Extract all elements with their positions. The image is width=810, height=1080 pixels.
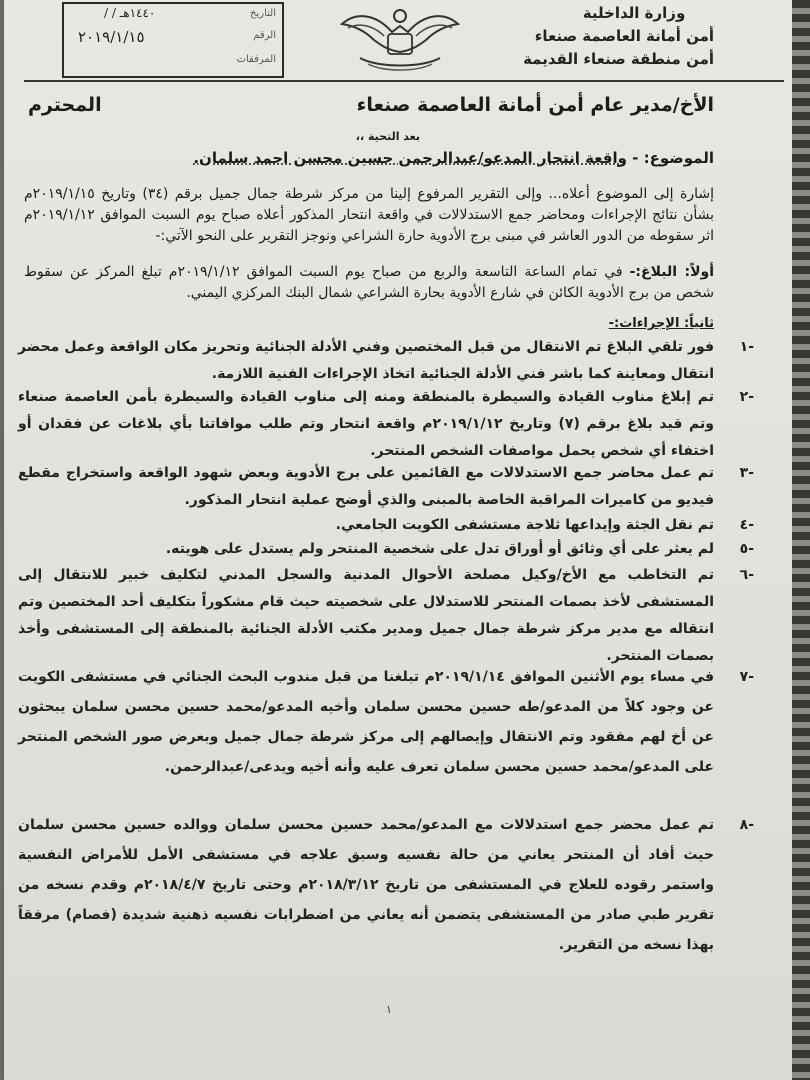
hijri-date: / / ١٤٤٠هـ (104, 6, 156, 20)
item-number: -٧ (739, 669, 754, 685)
subject-text: واقعة انتحار المدعو/عبدالرحمن حسين محسن احمد سلمان. (193, 149, 627, 167)
background-edge (792, 0, 810, 1080)
gregorian-date: ٢٠١٩/١/١٥ (78, 28, 145, 46)
procedure-item (18, 512, 754, 539)
subject-label: الموضوع: - (632, 149, 714, 167)
report-paragraph (24, 262, 714, 304)
number-label: الرقم (253, 30, 276, 41)
item-text: تم التخاطب مع الأخ/وكيل مصلحة الأحوال المدنية والسجل المدني لتكليف خبير للانتقال إلى المستشفى لأخذ بصمات المنتحر للاستدلال على شخصيته حيث قام مشكوراً بتكليف أحد المختصين وتم انتقاله مع مدير مركز شرطة جمال جميل ومدير مكتب الأدلة الجنائية بالمنطقة إلى المستشفى وأخذ بصمات المنتحر. (18, 567, 714, 664)
document-sheet (4, 0, 792, 1080)
salutation: بعد التحية ،، (355, 130, 420, 143)
letterhead (523, 2, 714, 71)
subject-line (193, 149, 714, 167)
ministry-name: وزارة الداخلية (582, 4, 686, 22)
item-text: فور تلقي البلاغ تم الانتقال من قبل المختصين وفني الأدلة الجنائية وتحريز مكان الواقعة وعمل محضر انتقال ومعاينة كما باشر فني الأدلة الجنائية اتخاذ الإجراءات الفنية اللازمة. (18, 339, 714, 382)
item-number: -٥ (739, 541, 754, 557)
intro-paragraph: إشارة إلى الموضوع أعلاه... وإلى التقرير المرفوع إلينا من مركز شرطة جمال جميل برقم (٣٤) وتاريخ ٢٠١٩/١/١٥م بشأن نتائج الإجراءات ومحاضر جمع الاستدلالات في واقعة انتحار المذكور أعلاه صباح يوم السبت الموافق ٢٠١٩/١/١٢م اثر سقوطه من الدور العاشر في مبنى برج الأدوية حارة الشراعي ونوجز التقرير على النحو الآتي:- (24, 186, 714, 244)
item-number: -٢ (739, 389, 754, 405)
addressee-line (14, 94, 714, 116)
procedure-item (18, 384, 754, 465)
item-text: لم يعثر على أي وثائق أو أوراق تدل على شخصية المنتحر ولم يستدل على هويته. (165, 541, 714, 557)
procedure-item (18, 662, 754, 782)
date-label: التاريخ (250, 8, 276, 19)
item-number: -٤ (739, 517, 754, 533)
addressee-text: الأخ/مدير عام أمن أمانة العاصمة صنعاء (356, 94, 714, 116)
item-text: تم إبلاغ مناوب القيادة والسيطرة بالمنطقة ومنه إلى مناوب القيادة والسيطرة بأمن العاصمة صنعاء وتم قيد بلاغ برقم (٧) وتاريخ ٢٠١٩/١/١٢م واقعة انتحار وتم طلب موافاتنا بأي بلاغات عن فقدان أو اختفاء أي شخص يحمل مواصفات الشخص المنتحر. (18, 389, 714, 459)
item-text: تم نقل الجثة وإيداعها ثلاجة مستشفى الكويت الجامعي. (335, 517, 714, 533)
procedure-item (18, 810, 754, 960)
page-number: ١ (386, 1003, 392, 1016)
district-name: أمن منطقة صنعاء القديمة (523, 50, 714, 68)
report-label: أولاً: البلاغ:- (629, 264, 715, 280)
procedures-heading: ثانياً: الإجراءات:- (608, 316, 714, 331)
honorific: المحترم (28, 94, 102, 116)
procedure-item (18, 460, 754, 514)
item-number: -٦ (739, 567, 754, 583)
report-text: في تمام الساعة التاسعة والربع من صباح يوم السبت الموافق ٢٠١٩/١/١٢م تبلغ المركز عن سقوط شخص من برج الأدوية الكائن في شارع الأدوية بحارة الشراعي شمال البنك المركزي اليمني. (24, 264, 714, 301)
eagle-emblem-icon (334, 2, 466, 74)
item-text: في مساء يوم الأثنين الموافق ٢٠١٩/١/١٤م تبلغنا من قبل مندوب البحث الجنائي في مستشفى الكويت عن وجود كلاً من المدعو/طه حسين محسن سلمان وأخيه المدعو/محمد حسين محسن سلمان يبحثون عن أخ لهم مفقود وتم الانتقال وإيصالهم إلى مركز شرطة جمال جميل وبعرض صور الشخص المنتحر على المدعو/محمد حسين محسن سلمان تعرف عليه وأنه أخيه ويدعى/عبدالرحمن. (18, 669, 715, 775)
item-number: -٣ (739, 465, 754, 481)
procedure-item (18, 334, 754, 388)
attachments-label: المرفقات (236, 54, 276, 65)
item-text: تم عمل محاضر جمع الاستدلالات مع القائمين على برج الأدوية وبعض شهود الواقعة واستخراج مقطع فيديو من كاميرات المراقبة الخاصة بالمبنى والذي أوضح عملية انتحار المذكور. (18, 465, 714, 508)
office-name: أمن أمانة العاصمة صنعاء (534, 27, 714, 45)
procedure-item (18, 562, 754, 670)
item-text: تم عمل محضر جمع استدلالات مع المدعو/محمد حسين محسن سلمان ووالده حسين محسن سلمان حيث أفاد أن المنتحر يعاني من حالة نفسيه وسبق علاجه في مستشفى الأمل للأمراض النفسية واستمر رقوده للعلاج في المستشفى من تاريخ ٢٠١٨/٣/١٢م وحتى تاريخ ٢٠١٨/٤/٧م وقدم نسخه من تقرير طبي صادر من المستشفى يتضمن أنه يعاني من اضطرابات نفسيه ذهنية شديدة (فصام) مرفقاً بهذا نسخه من التقرير. (18, 817, 714, 953)
procedure-item (18, 536, 754, 563)
header-divider (24, 80, 784, 82)
reference-box (62, 2, 284, 78)
item-number: -٨ (739, 817, 754, 833)
item-number: -١ (739, 339, 754, 355)
